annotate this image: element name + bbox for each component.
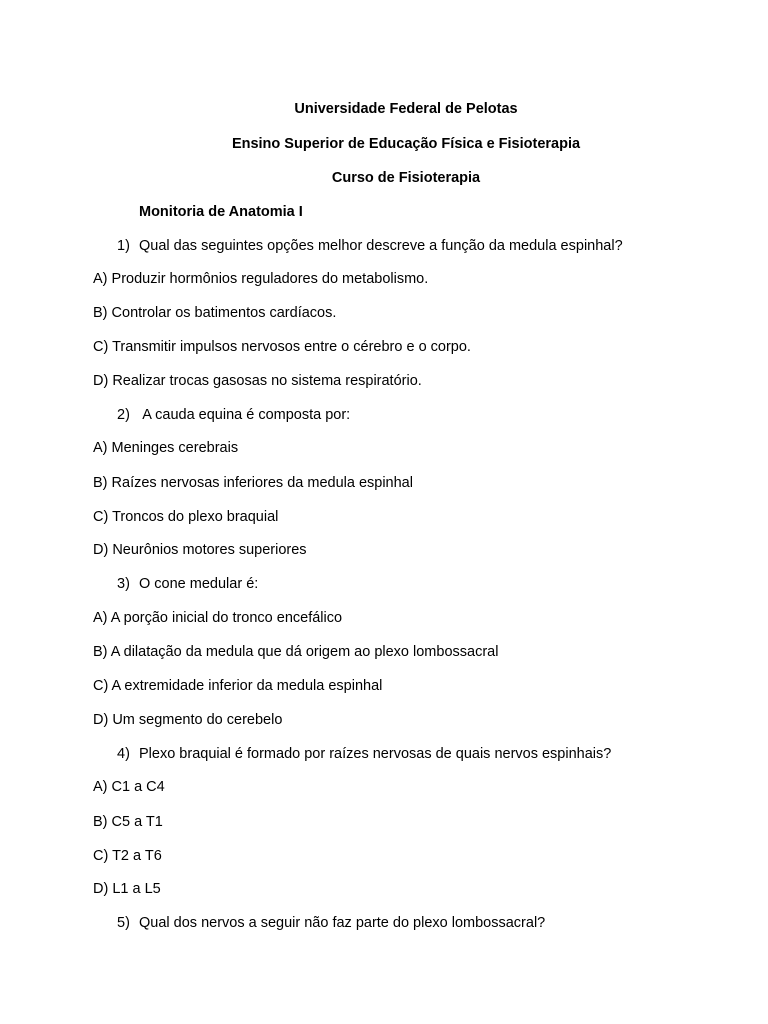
question-number: 1) <box>117 238 130 254</box>
question-text: O cone medular é: <box>139 576 259 592</box>
course-title: Curso de Fisioterapia <box>331 170 481 186</box>
option-item: B) Controlar os batimentos cardíacos. <box>93 305 337 321</box>
question-4 <box>117 745 611 763</box>
option-item: A) Meninges cerebrais <box>93 440 239 456</box>
option-item: D) L1 a L5 <box>93 881 161 897</box>
question-1 <box>117 237 623 255</box>
option-item: C) A extremidade inferior da medula espinhal <box>93 678 383 694</box>
question-5 <box>117 914 545 932</box>
option-item: A) C1 a C4 <box>93 779 165 795</box>
option-item: D) Realizar trocas gasosas no sistema respiratório. <box>93 373 422 389</box>
question-text: Qual das seguintes opções melhor descreve a função da medula espinhal? <box>139 238 623 254</box>
question-2 <box>117 406 350 424</box>
option-item: B) C5 a T1 <box>93 814 163 830</box>
question-text: A cauda equina é composta por: <box>139 407 351 423</box>
option-item: C) Transmitir impulsos nervosos entre o cérebro e o corpo. <box>93 339 471 355</box>
option-item: B) Raízes nervosas inferiores da medula espinhal <box>93 475 413 491</box>
school-title: Ensino Superior de Educação Física e Fisioterapia <box>231 136 581 152</box>
option-item: B) A dilatação da medula que dá origem ao plexo lombossacral <box>93 644 499 660</box>
option-item: D) Um segmento do cerebelo <box>93 712 283 728</box>
question-3 <box>117 575 258 593</box>
question-number: 5) <box>117 915 130 931</box>
question-text: Plexo braquial é formado por raízes nervosas de quais nervos espinhais? <box>139 746 612 762</box>
option-item: C) T2 a T6 <box>93 848 162 864</box>
question-number: 3) <box>117 576 130 592</box>
option-item: A) A porção inicial do tronco encefálico <box>93 610 343 626</box>
option-item: C) Troncos do plexo braquial <box>93 509 279 525</box>
question-text: Qual dos nervos a seguir não faz parte do plexo lombossacral? <box>139 915 546 931</box>
subject-title: Monitoria de Anatomia I <box>139 204 303 220</box>
question-number: 4) <box>117 746 130 762</box>
option-item: A) Produzir hormônios reguladores do metabolismo. <box>93 271 429 287</box>
university-title: Universidade Federal de Pelotas <box>294 101 518 117</box>
question-number: 2) <box>117 407 130 423</box>
option-item: D) Neurônios motores superiores <box>93 542 307 558</box>
